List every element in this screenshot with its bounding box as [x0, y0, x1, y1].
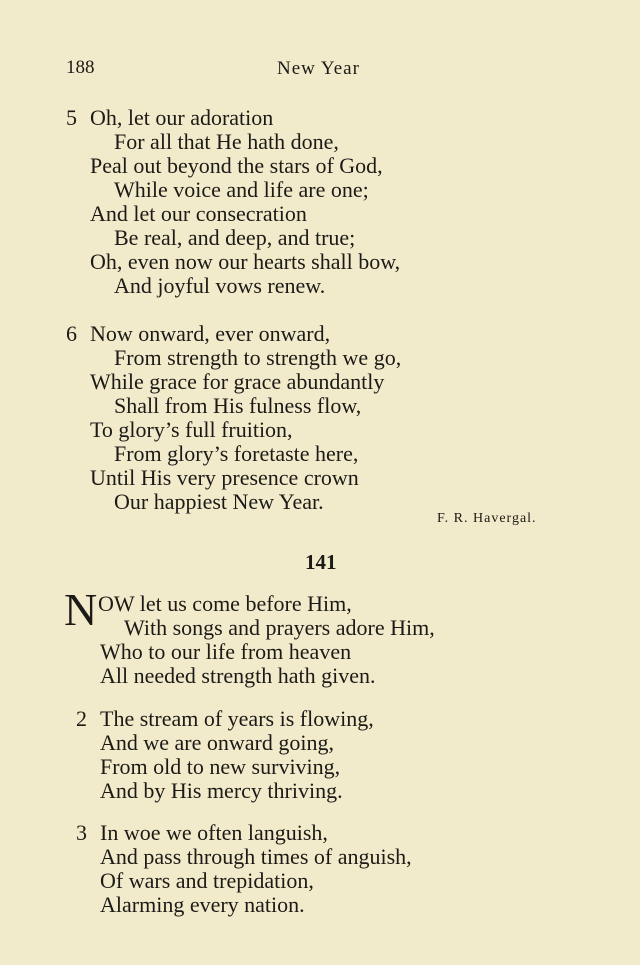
verse-line: Now onward, ever onward, [90, 321, 331, 346]
verse-line: For all that He hath done, [114, 129, 339, 154]
verse-line: From strength to strength we go, [114, 345, 402, 370]
hymn-number: 141 [305, 550, 337, 574]
verse-line: While voice and life are one; [114, 177, 369, 202]
verse-line: OW let us come before Him, [98, 591, 352, 616]
stanza-number: 6 [66, 321, 77, 346]
stanza-number: 5 [66, 105, 77, 130]
verse-line: Oh, even now our hearts shall bow, [90, 249, 401, 274]
verse-line: To glory’s full fruition, [90, 417, 293, 442]
stanza-number: 3 [76, 820, 87, 845]
author-attribution: F. R. Havergal. [437, 511, 537, 526]
verse-line: Peal out beyond the stars of God, [90, 153, 383, 178]
verse-line: In woe we often languish, [100, 820, 328, 845]
verse-line: Until His very presence crown [90, 465, 359, 490]
verse-line: Of wars and trepidation, [100, 868, 314, 893]
verse-line: Be real, and deep, and true; [114, 225, 356, 250]
stanza-number: 2 [76, 706, 87, 731]
verse-line: From old to new surviving, [100, 754, 341, 779]
verse-line: From glory’s foretaste here, [114, 441, 359, 466]
page-number: 188 [66, 57, 95, 78]
verse-line: And joyful vows renew. [114, 273, 326, 298]
verse-line: With songs and prayers adore Him, [124, 615, 435, 640]
verse-line: Oh, let our adoration [90, 105, 274, 130]
verse-line: Shall from His fulness flow, [114, 393, 362, 418]
verse-line: All needed strength hath given. [100, 663, 376, 688]
verse-line: And we are onward going, [100, 730, 334, 755]
verse-line: Who to our life from heaven [100, 639, 352, 664]
verse-line: Alarming every nation. [100, 892, 305, 917]
running-head: New Year [277, 58, 360, 79]
verse-line: And let our consecration [90, 201, 307, 226]
verse-line: While grace for grace abundantly [90, 369, 385, 394]
verse-line: And pass through times of anguish, [100, 844, 412, 869]
drop-cap: N [64, 584, 98, 635]
verse-line: And by His mercy thriving. [100, 778, 343, 803]
verse-line: The stream of years is flowing, [100, 706, 374, 731]
verse-line: Our happiest New Year. [114, 489, 324, 514]
